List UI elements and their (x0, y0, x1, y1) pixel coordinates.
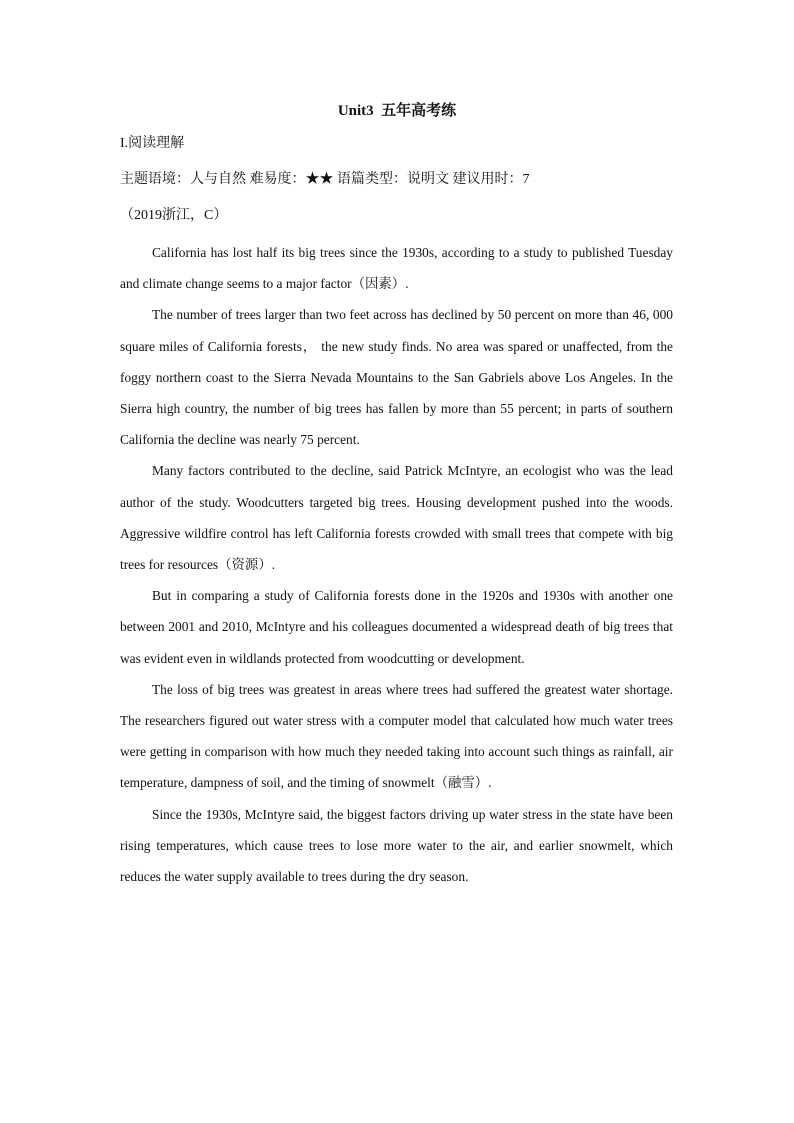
paragraph: The loss of big trees was greatest in areas where trees had suffered the greatest water shortage. The researchers figured out water stress with a computer model that calculated how much water trees were getting in comparison with how much they needed taking into account such things as rainfall, air temperature, dampness of soil, and the timing of snowmelt（融雪）. (120, 681, 673, 791)
paragraph: But in comparing a study of California forests done in the 1920s and 1930s with another one between 2001 and 2010, McIntyre and his colleagues documented a widespread death of big trees that was evident even in wildlands protected from woodcutting or development. (120, 588, 673, 666)
paragraph: Many factors contributed to the decline, said Patrick McIntyre, an ecologist who was the lead author of the study. Woodcutters targeted big trees. Housing development pushed into the woods. Aggressive wildfire control has left California forests crowded with small trees that compete with big trees for resources（资源）. (120, 463, 673, 573)
passage-source: （2019浙江，C） (120, 208, 228, 223)
paragraph: California has lost half its big trees since the 1930s, according to a study to published Tuesday and climate change seems to a major factor（因素）. (120, 245, 673, 292)
passage-meta: 主题语境：人与自然 难易度：★★ 语篇类型：说明文 建议用时：7 (120, 172, 530, 187)
document-title: Unit3 五年高考练 (337, 103, 457, 119)
passage-body (120, 237, 673, 892)
paragraph: The number of trees larger than two feet across has declined by 50 percent on more than 46, 000 square miles of California forests， the new study finds. No area was spared or unaffected, from the foggy northern coast to the Sierra Nevada Mountains to the San Gabriels above Los Angeles. In the Sierra high country, the number of big trees has fallen by more than 55 percent; in parts of southern California the decline was nearly 75 percent. (120, 307, 673, 448)
section-heading: I.阅读理解 (120, 136, 185, 151)
paragraph: Since the 1930s, McIntyre said, the biggest factors driving up water stress in the state have been rising temperatures, which cause trees to lose more water to the air, and earlier snowmelt, which reduces the water supply available to trees during the dry season. (120, 806, 673, 885)
